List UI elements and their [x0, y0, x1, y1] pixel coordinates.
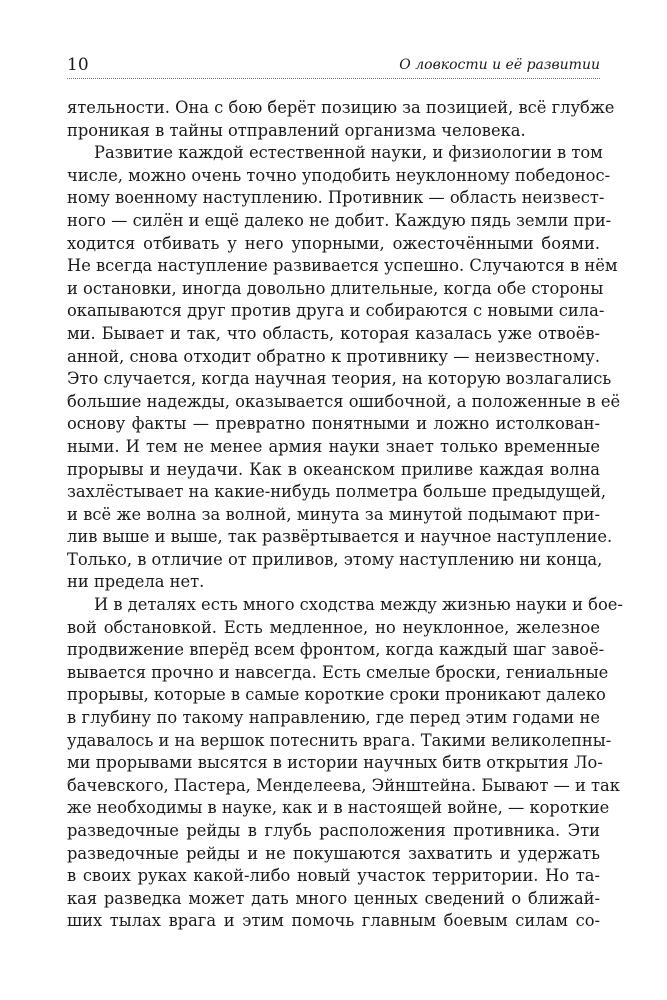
body-text [67, 97, 623, 933]
paragraph [67, 594, 623, 933]
text-line: ному военному наступлению. Противник — область неизвест- [67, 188, 605, 208]
text-line: ми. Бывает и так, что область, которая казалась уже отвоёв- [67, 323, 600, 343]
page-header [67, 54, 600, 79]
text-line: бачевского, Пастера, Менделеева, Эйнштейна. Бывают — и так [67, 775, 620, 795]
text-line: захлёстывает на какие-нибудь полметра больше предыдущей, [67, 482, 607, 502]
text-line: прорывы и неудачи. Как в океанском приливе каждая волна [67, 459, 600, 479]
text-line: ного — силён и ещё далеко не добит. Каждую пядь земли при- [67, 210, 612, 230]
text-line: продвижение вперёд всем фронтом, когда каждый шаг завоё- [67, 640, 605, 660]
text-line: И в деталях есть много сходства между жизнью науки и бое- [94, 595, 623, 615]
text-line: ших тылах врага и этим помочь главным боевым силам со- [67, 911, 600, 931]
text-line: лив выше и выше, так развёртывается и научное наступление. [67, 527, 613, 547]
text-line: ходится отбивать у него упорными, ожесточёнными боями. [67, 233, 600, 253]
text-line: ятельности. Она с бою берёт позицию за позицией, всё глубже [67, 98, 615, 117]
text-line: Развитие каждой естественной науки, и физиологии в том [94, 143, 603, 163]
text-line: числе, можно очень точно уподобить неуклонному победонос- [67, 165, 611, 185]
text-line: основу факты — превратно понятными и ложно истолкован- [67, 414, 600, 434]
text-line: в глубину по такому направлению, где перед этим годами не [67, 708, 600, 728]
text-line: большие надежды, оказывается ошибочной, а положенные в её [67, 391, 621, 411]
running-title: О ловкости и её развитии [399, 57, 600, 73]
text-line: прорывы, которые в самые короткие сроки проникают далеко [67, 685, 606, 705]
text-line: ми прорывами высятся в истории научных битв открытия Ло- [67, 753, 603, 773]
page-number: 10 [67, 55, 89, 75]
text-line: же необходимы в науке, как и в настоящей войне, — короткие [67, 798, 610, 818]
text-line: разведочные рейды в глубь расположения противника. Эти [67, 821, 600, 840]
text-line: ными. И тем не менее армия науки знает только временные [67, 436, 600, 456]
text-line: кая разведка может дать много ценных сведений о ближай- [67, 888, 600, 908]
text-line: и остановки, иногда довольно длительные, когда обе стороны [67, 278, 604, 298]
paragraph [67, 142, 621, 594]
text-line: удавалось и на вершок потеснить врага. Такими великолепны- [67, 730, 612, 750]
text-line: и всё же волна за волной, минута за минутой подымают при- [67, 504, 600, 524]
paragraph [67, 97, 615, 142]
text-line: Только, в отличие от приливов, этому наступлению ни конца, [67, 549, 603, 569]
text-line: окапываются друг против друга и собираются с новыми сила- [67, 301, 605, 321]
text-line: Не всегда наступление развивается успешно. Случаются в нём [67, 256, 618, 276]
text-line: разведочные рейды и не покушаются захватить и удержать [67, 843, 600, 863]
text-line: вой обстановкой. Есть медленное, но неуклонное, железное [67, 617, 600, 637]
text-line: анной, снова отходит обратно к противнику — неизвестному. [67, 346, 600, 366]
text-line: проникая в тайны отправлений организма человека. [67, 120, 526, 140]
text-line: вывается прочно и навсегда. Есть смелые броски, гениальные [67, 662, 609, 682]
text-line: Это случается, когда научная теория, на которую возлагались [67, 369, 612, 389]
text-line: в своих руках какой-либо новый участок территории. Но та- [67, 866, 600, 886]
text-line: ни предела нет. [67, 572, 205, 592]
